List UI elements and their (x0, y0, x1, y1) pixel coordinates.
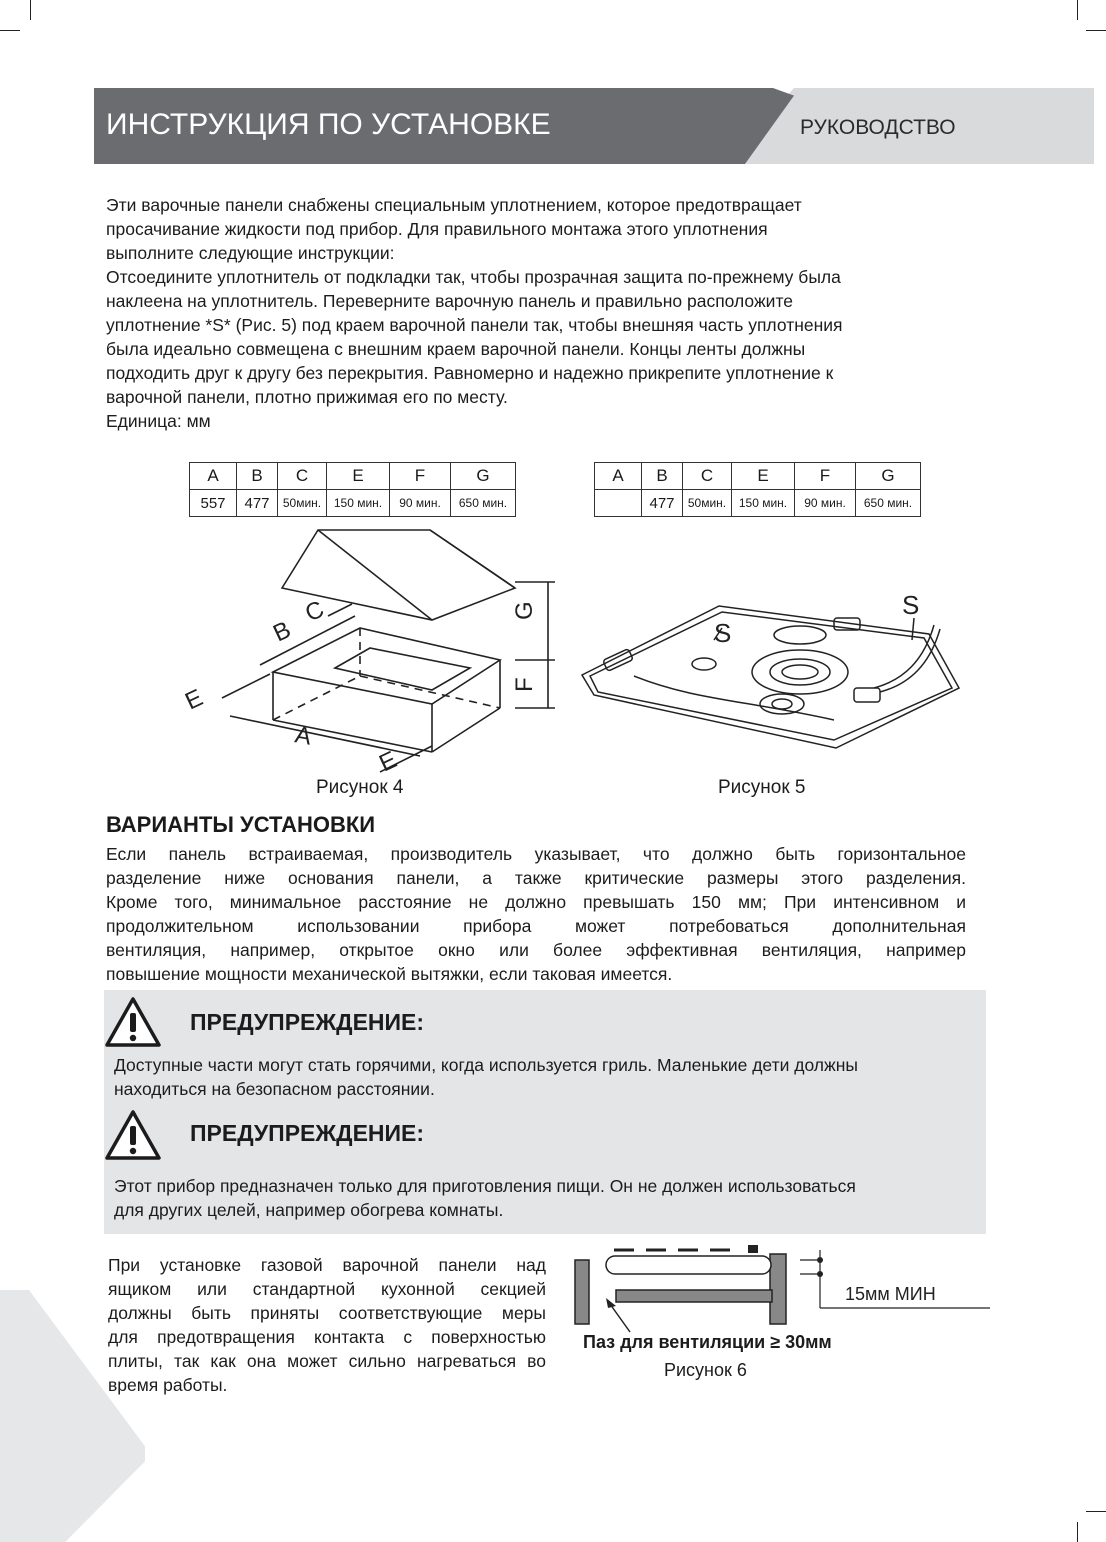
intro-line: была идеально совмещена с внешним краем варочной панели. Концы ленты должны (106, 339, 806, 359)
install-line: разделение ниже основания панели, а также критические размеры этого разделения. (106, 868, 966, 888)
table-cell: 90 мин. (795, 490, 856, 517)
crop-mark (1086, 30, 1106, 31)
table-header-cell: G (856, 463, 921, 490)
figure-6-caption: Рисунок 6 (664, 1360, 747, 1380)
table-header-cell: E (732, 463, 795, 490)
seal-label-s: S (902, 590, 920, 620)
warning-title: ПРЕДУПРЕЖДЕНИЕ: (190, 1009, 425, 1035)
table-cell (595, 490, 642, 517)
table-header-cell: G (451, 463, 516, 490)
table-header-cell: E (327, 463, 390, 490)
install-line: повышение мощности механической вытяжки, если таковая имеется. (106, 964, 673, 984)
gas-line: для предотвращения контакта с поверхностью (108, 1327, 546, 1347)
crop-mark (1077, 0, 1078, 20)
install-line: Если панель встраиваемая, производитель указывает, что должно быть горизонтальное (106, 844, 966, 864)
crop-mark (30, 0, 31, 20)
warning-icon (104, 1108, 162, 1162)
table-header-cell: F (795, 463, 856, 490)
table-cell: 477 (642, 490, 683, 517)
table-header-cell: F (390, 463, 451, 490)
dimension-label-f: F (511, 677, 538, 692)
unit-note: Единица: мм (106, 411, 211, 431)
install-line: вентиляция, например, открытое окно или более эффективная вентиляция, например (106, 940, 966, 960)
intro-line: варочной панели, плотно прижимая его по месту. (106, 387, 508, 407)
table-header-cell: C (683, 463, 732, 490)
gas-line: время работы. (108, 1375, 228, 1395)
table-cell: 650 мин. (451, 490, 516, 517)
warning-text (114, 1053, 982, 1101)
table-header-cell: C (278, 463, 327, 490)
warning-title: ПРЕДУПРЕЖДЕНИЕ: (190, 1120, 425, 1146)
gas-paragraph (108, 1253, 546, 1397)
intro-line: просачивание жидкости под прибор. Для правильного монтажа этого уплотнения (106, 219, 768, 239)
dimensions-table-fig4 (189, 462, 516, 517)
intro-line: Отсоедините уплотнитель от подкладки так, чтобы прозрачная защита по-прежнему была (106, 267, 841, 287)
page-title: ИНСТРУКЦИЯ ПО УСТАНОВКЕ (106, 108, 551, 141)
gas-line: При установке газовой варочной панели над (108, 1255, 546, 1275)
table-header-cell: B (642, 463, 683, 490)
gas-line: плиты, так как она может сильно нагреваться во (108, 1351, 546, 1371)
crop-mark (0, 30, 20, 31)
dimension-label-a: A (292, 721, 314, 751)
table-cell: 50мин. (278, 490, 327, 517)
section-label: РУКОВОДСТВО (800, 116, 956, 139)
dimension-label-b: B (269, 616, 296, 648)
warning-line: для других целей, например обогрева комнаты. (114, 1200, 504, 1220)
figure-4-caption: Рисунок 4 (316, 777, 404, 798)
crop-mark (1086, 1511, 1106, 1512)
table-header-cell: B (237, 463, 278, 490)
table-cell: 557 (190, 490, 237, 517)
figure-5-caption: Рисунок 5 (718, 777, 806, 798)
warning-line: Доступные части могут стать горячими, когда используется гриль. Маленькие дети должны (114, 1055, 858, 1075)
table-cell: 477 (237, 490, 278, 517)
intro-paragraph (106, 193, 986, 433)
intro-line: подходить друг к другу без перекрытия. Равномерно и надежно прикрепите уплотнение к (106, 363, 834, 383)
table-cell: 150 мин. (327, 490, 390, 517)
dimension-label-e: E (181, 684, 208, 716)
vent-slot-label: Паз для вентиляции ≥ 30мм (583, 1332, 832, 1352)
table-header-cell: A (595, 463, 642, 490)
crop-mark (1077, 1522, 1078, 1542)
intro-line: уплотнение *S* (Рис. 5) под краем варочной панели так, чтобы внешняя часть уплотнения (106, 315, 843, 335)
dimension-label-e: E (375, 746, 402, 778)
figure-5-diagram (574, 580, 974, 755)
intro-line: выполните следующие инструкции: (106, 243, 395, 263)
table-header-cell: A (190, 463, 237, 490)
warning-line: Этот прибор предназначен только для приготовления пищи. Он не должен использоваться (114, 1176, 856, 1196)
table-cell: 90 мин. (390, 490, 451, 517)
dimensions-table-fig5 (594, 462, 921, 517)
dimension-label-g: G (511, 601, 538, 620)
gap-dimension-label: 15мм МИН (845, 1284, 936, 1304)
table-cell: 150 мин. (732, 490, 795, 517)
seal-label-s: S (714, 618, 732, 648)
install-paragraph (106, 842, 966, 986)
figure-4-diagram (170, 520, 570, 780)
table-cell: 50мин. (683, 490, 732, 517)
install-line: Кроме того, минимальное расстояние не должно превышать 150 мм; При интенсивном и (106, 892, 966, 912)
dimension-label-c: C (301, 595, 329, 628)
intro-line: Эти варочные панели снабжены специальным уплотнением, которое предотвращает (106, 195, 802, 215)
gas-line: ящиком или стандартной кухонной секцией (108, 1279, 546, 1299)
warning-text (114, 1174, 982, 1222)
warning-icon (104, 995, 162, 1049)
install-line: продолжительном использовании прибора может потребоваться дополнительная (106, 916, 966, 936)
section-heading: ВАРИАНТЫ УСТАНОВКИ (106, 812, 376, 837)
warning-line: находиться на безопасном расстоянии. (114, 1079, 435, 1099)
table-cell: 650 мин. (856, 490, 921, 517)
figure-6-diagram (570, 1240, 995, 1335)
gas-line: должны быть приняты соответствующие меры (108, 1303, 546, 1323)
intro-line: наклеена на уплотнитель. Переверните варочную панель и правильно расположите (106, 291, 794, 311)
